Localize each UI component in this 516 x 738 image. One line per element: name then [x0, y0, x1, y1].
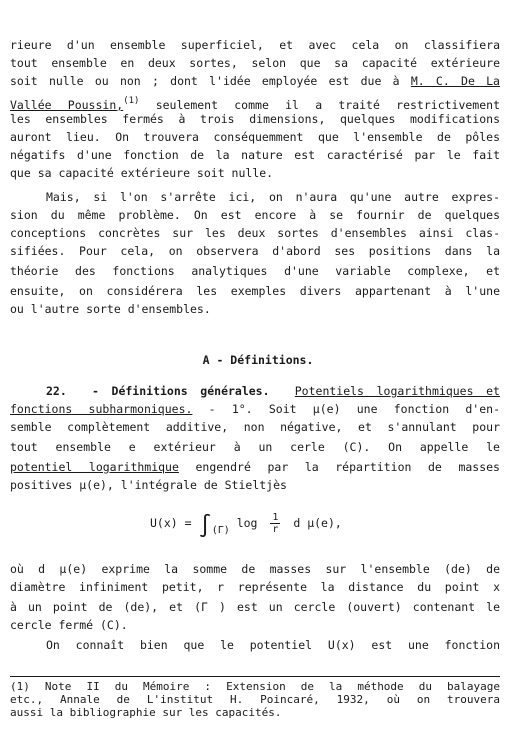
- text-line: On connaît bien que le potentiel U(x) est une fonction: [46, 638, 500, 652]
- formula-lhs: U(x) =: [150, 516, 199, 530]
- text-line: diamètre infiniment petit, r représente la distance du point x: [10, 580, 500, 594]
- reference-author: Vallée Poussin,: [10, 98, 124, 112]
- text-line: [10, 460, 500, 474]
- text-line: rieure d'un ensemble superficiel, et avec cela on classifiera: [10, 38, 500, 52]
- text-line: ensuite, on considérera les exemples divers appartenant à l'une: [10, 284, 500, 298]
- text-line: tout ensemble e extérieur à un cerle (C). On appelle le: [10, 440, 500, 454]
- text-line: conceptions concrètes sur les deux sortes d'ensembles ainsi clas-: [10, 226, 500, 240]
- footnote-line: (1) Note II du Mémoire : Extension de la méthode du balayage: [10, 680, 500, 693]
- underlined-title: Potentiels logarithmiques et: [294, 384, 500, 398]
- text-line: les ensembles fermés à trois dimensions, quelques modifications: [10, 112, 500, 126]
- text-line: que sa capacité extérieure soit nulle.: [10, 166, 274, 180]
- text-line: ou l'autre sorte d'ensembles.: [10, 302, 211, 316]
- text-span: engendré par la répartition de masses: [178, 460, 500, 474]
- text-line: semble complètement additive, non négative, et s'annulant pour: [10, 420, 500, 434]
- formula-log: log: [229, 516, 265, 530]
- text-line: cercle fermé (C).: [10, 618, 128, 632]
- paragraph-title: - Définitions générales.: [92, 384, 270, 398]
- integral-sign: ∫: [198, 514, 212, 539]
- text-span: seulement comme il a traité restrictivement: [139, 98, 501, 112]
- footnote-line: etc., Annale de L'institut H. Poincaré, 1932, où on trouvera: [10, 693, 500, 706]
- text-span: - 1°. Soit μ(e) une fonction d'en-: [192, 402, 501, 416]
- fraction-denominator: r: [272, 524, 279, 535]
- text-line: auront lieu. On trouvera conséquemment que l'ensemble de pôles: [10, 130, 500, 144]
- section-heading: A - Définitions.: [202, 353, 314, 367]
- text-span: soit nulle ou non ; dont l'idée employée est due à: [10, 74, 411, 88]
- text-line: à un point de (de), et (Γ ) est un cercle (ouvert) contenant le: [10, 600, 500, 614]
- reference-author: M. C. De La: [410, 74, 500, 88]
- text-line: sion du même problème. On est encore à se fournir de quelques: [10, 208, 500, 222]
- text-line: [10, 94, 500, 112]
- text-line: négatifs d'une fonction de la nature est caractérisé par le fait: [10, 148, 500, 162]
- fraction-numerator: 1: [272, 512, 279, 523]
- text-line: où d μ(e) exprime la somme de masses sur l'ensemble (de) de: [10, 562, 500, 576]
- text-line: Mais, si l'on s'arrête ici, on n'aura qu'une autre expres-: [46, 190, 500, 204]
- footnote-marker: (1): [123, 96, 140, 106]
- footnote-divider: [10, 676, 500, 677]
- integral-domain: (Γ): [211, 525, 230, 536]
- text-line: théorie des fonctions analytiques d'une variable complexe, et: [10, 264, 500, 278]
- text-line: sifiées. Pour cela, on observera d'abord ses positions dans la: [10, 244, 500, 258]
- paragraph-number: 22.: [46, 384, 67, 398]
- integral-formula: [150, 512, 342, 538]
- text-line: positives μ(e), l'intégrale de Stieltjès: [10, 478, 287, 492]
- formula-rest: d μ(e),: [286, 516, 342, 530]
- text-line: [10, 402, 500, 416]
- underlined-term: potentiel logarithmique: [10, 460, 179, 474]
- text-line: tout ensemble en deux sortes, selon que sa capacité extérieure: [10, 56, 500, 70]
- text-line: [46, 384, 500, 398]
- text-line: [10, 74, 500, 88]
- fraction: [270, 512, 280, 535]
- footnote-line: aussi la bibliographie sur les capacités.: [10, 706, 282, 719]
- underlined-title: fonctions subharmoniques.: [10, 402, 193, 416]
